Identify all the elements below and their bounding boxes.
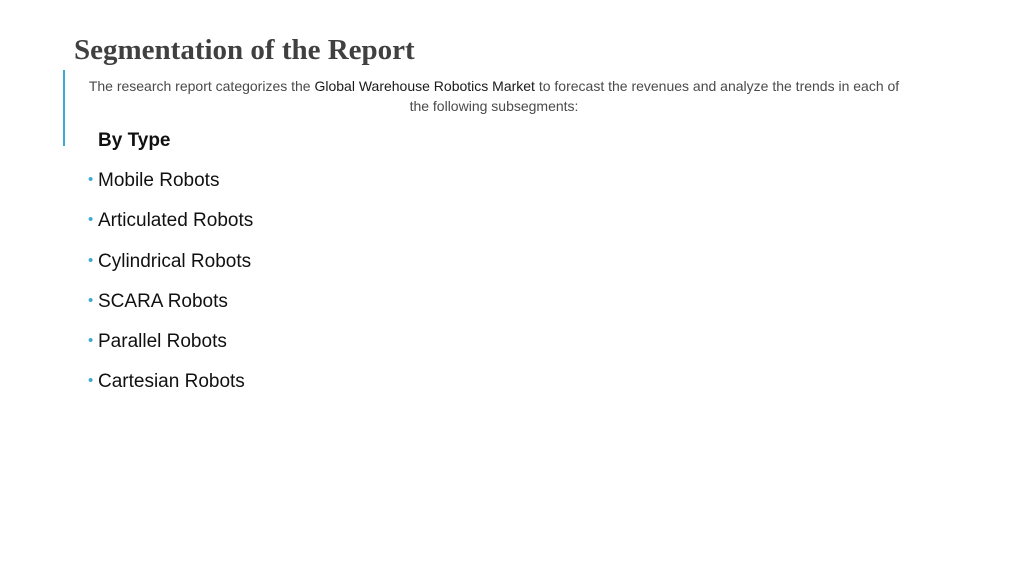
- slide-subtitle: [80, 76, 908, 116]
- list-item-label: Articulated Robots: [98, 210, 254, 232]
- bullet-icon: •: [88, 171, 94, 188]
- section-heading: By Type: [98, 130, 171, 151]
- list-item: [88, 208, 253, 248]
- accent-bar: [63, 70, 65, 146]
- list-item-label: Cylindrical Robots: [98, 250, 252, 272]
- list-item: [88, 329, 253, 369]
- bullet-icon: •: [88, 291, 94, 309]
- list-item-label: Parallel Robots: [98, 331, 227, 352]
- list-item: [88, 249, 253, 289]
- subtitle-highlight: Global Warehouse Robotics Market: [314, 78, 535, 94]
- subtitle-text-before: The research report categorizes the: [88, 78, 315, 94]
- bullet-icon: •: [88, 372, 94, 390]
- list-item-label: Mobile Robots: [98, 170, 220, 191]
- list-item: [88, 289, 253, 329]
- bullet-icon: •: [88, 211, 94, 229]
- bullet-list: [88, 168, 253, 410]
- list-item-label: SCARA Robots: [98, 290, 228, 312]
- slide-title: Segmentation of the Report: [74, 34, 415, 66]
- subtitle-text-after: to forecast the revenues and analyze the trends in each of the following subsegments:: [409, 78, 900, 114]
- bullet-icon: •: [88, 251, 94, 269]
- list-item-label: Cartesian Robots: [98, 371, 245, 393]
- list-item: [88, 369, 253, 409]
- list-item: [88, 168, 253, 208]
- bullet-icon: •: [88, 332, 94, 349]
